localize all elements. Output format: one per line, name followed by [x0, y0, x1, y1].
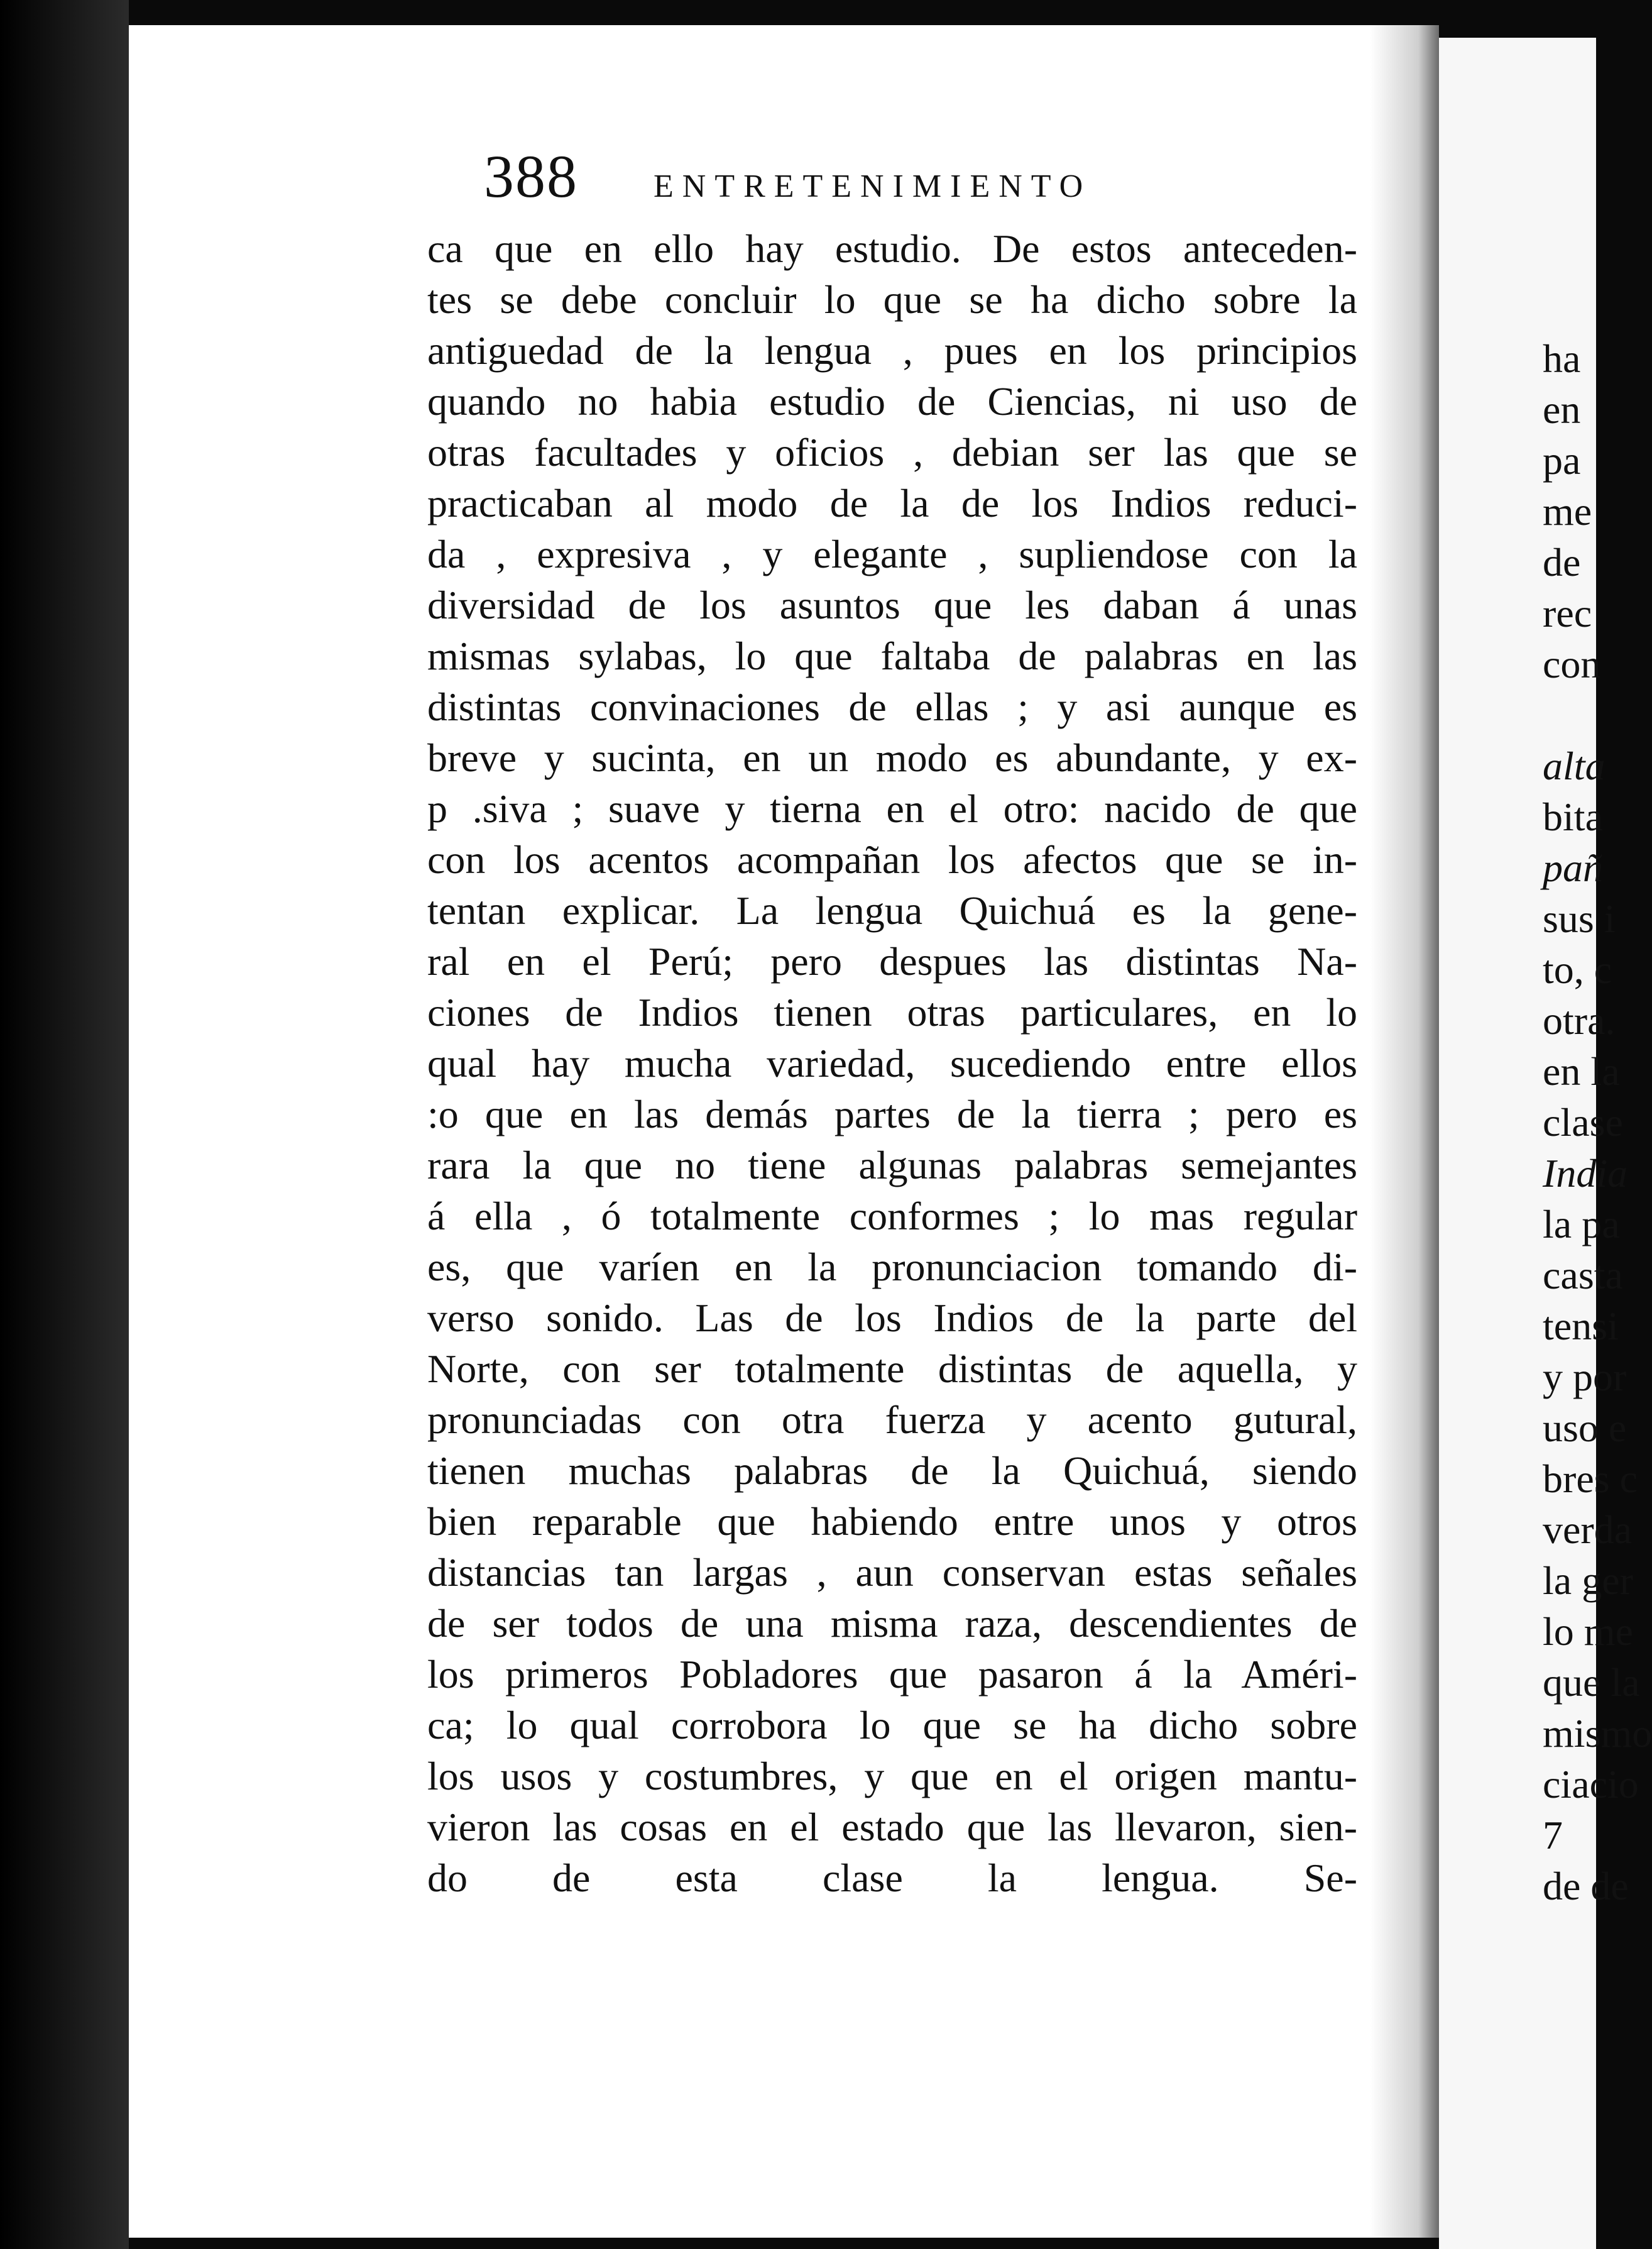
facing-line: clase: [1543, 1100, 1623, 1145]
text-line: vieron las cosas en el estado que las llevaron, sien-: [427, 1805, 1357, 1849]
text-line: ca; lo qual corrobora lo que se ha dicho sobre: [427, 1703, 1357, 1747]
text-line: mismas sylabas, lo que faltaba de palabras en las: [427, 634, 1357, 678]
facing-line: con: [1543, 642, 1601, 686]
facing-line: bres c: [1543, 1456, 1638, 1501]
page-gutter-shadow: [1370, 25, 1439, 2238]
page-header: [484, 141, 1091, 211]
facing-line: bita: [1543, 795, 1603, 839]
text-line: otras facultades y oficios , debian ser las que se: [427, 430, 1357, 475]
facing-line: sus i: [1543, 896, 1616, 941]
facing-line: de de: [1543, 1864, 1629, 1908]
text-line: da , expresiva , y elegante , supliendose con la: [427, 532, 1357, 576]
text-line: verso sonido. Las de los Indios de la parte del: [427, 1295, 1357, 1340]
text-line: distintas convinaciones de ellas ; y asi aunque es: [427, 685, 1357, 729]
page-number: 388: [484, 143, 578, 210]
facing-line: me: [1543, 489, 1592, 534]
text-line: tienen muchas palabras de la Quichuá, siendo: [427, 1448, 1357, 1493]
text-line: es, que varíen en la pronunciacion tomando di-: [427, 1245, 1357, 1289]
facing-page-fragment: [1439, 38, 1652, 2249]
body-text: [427, 223, 1357, 1903]
text-line: pronunciadas con otra fuerza y acento gutural,: [427, 1397, 1357, 1442]
facing-line: alta: [1543, 744, 1606, 788]
text-line: quando no habia estudio de Ciencias, ni uso de: [427, 379, 1357, 424]
text-line: breve y sucinta, en un modo es abundante, y ex-: [427, 735, 1357, 780]
facing-line: uso e: [1543, 1405, 1627, 1450]
text-line: ral en el Perú; pero despues las distintas Na-: [427, 939, 1357, 984]
facing-line: mismo: [1543, 1711, 1652, 1756]
text-line: los primeros Pobladores que pasaron á la Améri-: [427, 1652, 1357, 1696]
text-line: rara la que no tiene algunas palabras semejantes: [427, 1143, 1357, 1187]
facing-line: que la: [1543, 1660, 1640, 1705]
facing-line: India: [1543, 1151, 1628, 1196]
text-line: ca que en ello hay estudio. De estos anteceden-: [427, 226, 1357, 271]
text-line-last: do de esta clase la lengua. Se-: [427, 1856, 1357, 1900]
text-line: á ella , ó totalmente conformes ; lo mas regular: [427, 1194, 1357, 1238]
text-line: distancias tan largas , aun conservan estas señales: [427, 1550, 1357, 1595]
text-line: de ser todos de una misma raza, descendientes de: [427, 1601, 1357, 1646]
book-binding-edge: [0, 0, 129, 2249]
text-line: ciones de Indios tienen otras particulares, en lo: [427, 990, 1357, 1035]
text-line: Norte, con ser totalmente distintas de aquella, y: [427, 1346, 1357, 1391]
facing-line: en: [1543, 387, 1581, 432]
facing-line: la pa: [1543, 1202, 1620, 1246]
facing-line: pa: [1543, 438, 1581, 483]
facing-line: de: [1543, 540, 1581, 585]
text-line: los usos y costumbres, y que en el origen mantu-: [427, 1754, 1357, 1798]
facing-line: y por: [1543, 1355, 1627, 1399]
text-line: tentan explicar. La lengua Quichuá es la gene-: [427, 888, 1357, 933]
text-line: practicaban al modo de la de los Indios reduci-: [427, 481, 1357, 525]
text-line: qual hay mucha variedad, sucediendo entre ellos: [427, 1041, 1357, 1086]
facing-line: ciacio: [1543, 1762, 1639, 1806]
text-line: :o que en las demás partes de la tierra ; pero es: [427, 1092, 1357, 1136]
text-line: antiguedad de la lengua , pues en los principios: [427, 328, 1357, 373]
facing-line: [1543, 690, 1652, 740]
facing-line: en la: [1543, 1049, 1620, 1094]
facing-line: ha: [1543, 336, 1581, 381]
facing-page-text: [1543, 333, 1652, 1911]
facing-line: otra.: [1543, 998, 1616, 1043]
facing-line: casta: [1543, 1253, 1623, 1297]
facing-line: to, c: [1543, 947, 1612, 992]
facing-line: rec: [1543, 591, 1592, 635]
facing-line: lo me: [1543, 1609, 1633, 1654]
running-title: ENTRETENIMIENTO: [654, 168, 1092, 204]
facing-line: verda: [1543, 1507, 1633, 1552]
text-line: tes se debe concluir lo que se ha dicho sobre la: [427, 277, 1357, 322]
facing-line: pañ: [1543, 845, 1603, 890]
text-line: con los acentos acompañan los afectos que se in-: [427, 837, 1357, 882]
facing-line: tensi: [1543, 1304, 1619, 1348]
text-line: bien reparable que habiendo entre unos y otros: [427, 1499, 1357, 1544]
facing-line: 7: [1543, 1813, 1563, 1857]
facing-line: la ger: [1543, 1558, 1633, 1603]
text-line: diversidad de los asuntos que les daban á unas: [427, 583, 1357, 627]
text-line: p .siva ; suave y tierna en el otro: nacido de que: [427, 786, 1357, 831]
